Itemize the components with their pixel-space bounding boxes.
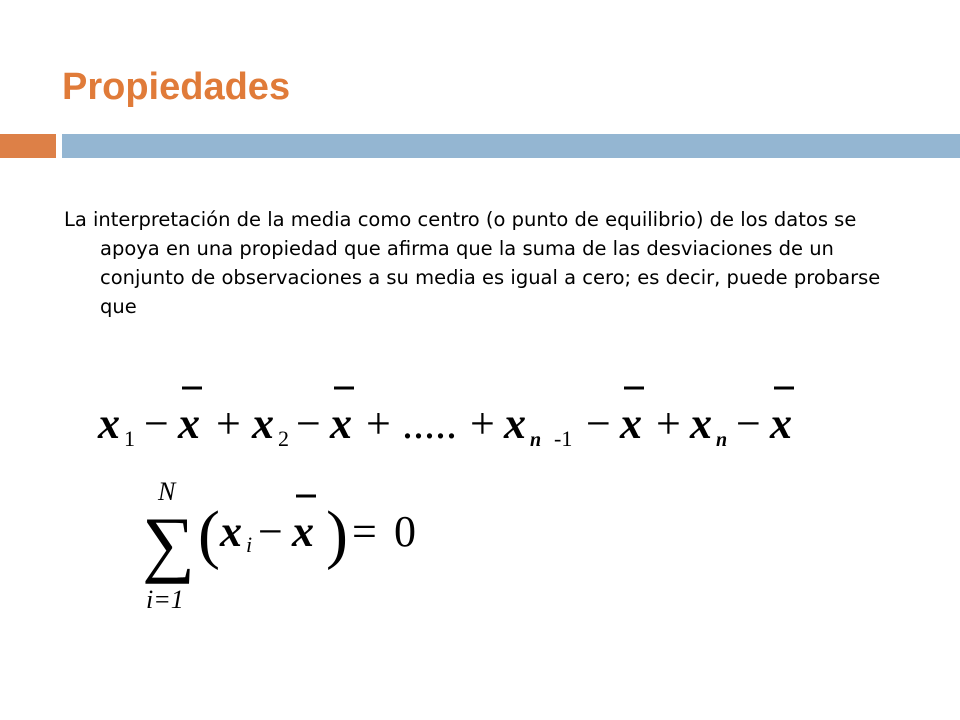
title-underline-bar <box>62 134 960 158</box>
f1-xbar-c: x <box>620 399 642 448</box>
f2-upper-N: N <box>158 477 176 506</box>
f1-xbar-b: x <box>330 399 352 448</box>
f1-sub1: 1 <box>124 426 135 451</box>
f2-close-paren: ) <box>326 498 348 571</box>
f2-xbar: x <box>292 507 314 556</box>
f1-sub-minus-one: -1 <box>554 426 573 451</box>
f1-minus-a: − <box>144 399 169 448</box>
f2-sub-i: i <box>246 532 253 557</box>
f1-xn: x <box>504 399 526 448</box>
formula-svg <box>90 380 830 620</box>
f1-plus-d: + <box>656 399 681 448</box>
f1-x1: x <box>98 399 120 448</box>
f1-plus-a: + <box>216 399 241 448</box>
f2-equals: = <box>352 507 377 556</box>
f1-minus-d: − <box>736 399 761 448</box>
f2-lower: i=1 <box>146 585 184 614</box>
f2-minus: − <box>258 507 283 556</box>
f2-sum-symbol: ∑ <box>142 503 195 585</box>
f2-zero: 0 <box>394 507 416 556</box>
f1-minus-b: − <box>296 399 321 448</box>
f1-minus-c: − <box>586 399 611 448</box>
f1-x2: x <box>252 399 274 448</box>
f1-xbar-d: x <box>770 399 792 448</box>
f1-plus-b: + <box>366 399 391 448</box>
accent-bar <box>0 134 56 158</box>
f1-xn2: x <box>690 399 712 448</box>
body-paragraph: La interpretación de la media como centro (o punto de equilibrio) de los datos se apoya en una propiedad que afirma que la suma de las desviaciones de un conjunto de observaciones a su media es igual a cero; es decir, puede probarse que <box>64 208 881 318</box>
formula-block <box>90 380 830 624</box>
f2-open-paren: ( <box>198 498 220 571</box>
f2-x: x <box>220 507 242 556</box>
f1-sub2: 2 <box>278 426 289 451</box>
f1-subn2: n <box>716 429 728 451</box>
f1-subn: n <box>530 429 542 451</box>
f1-ellipsis: ..... <box>402 399 457 448</box>
slide-title: Propiedades <box>62 66 291 108</box>
f1-plus-c: + <box>470 399 495 448</box>
f1-xbar-a: x <box>178 399 200 448</box>
